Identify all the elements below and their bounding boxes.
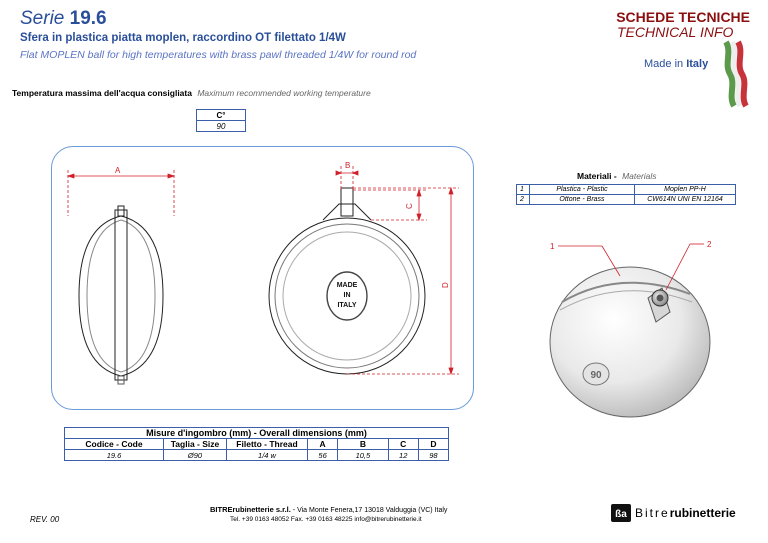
dimensions-caption: Misure d'ingombro (mm) - Overall dimensions (mm) (65, 428, 449, 439)
temperature-label-it: Temperatura massima dell'acqua consigliata (12, 88, 192, 98)
materials-row-material: Moplen PP-H (635, 185, 736, 195)
product-title-en: Flat MOPLEN ball for high temperatures with brass pawl threaded 1/4W for round rod (20, 49, 417, 61)
dimension-b-label: B (345, 161, 351, 170)
stamp-line-1: MADE (336, 282, 358, 289)
stamp-line-2: IN (343, 292, 351, 299)
dimensions-header-a: A (308, 439, 338, 450)
made-in-italy-label (644, 58, 708, 70)
front-view (269, 188, 425, 374)
dimensions-header-code: Codice - Code (65, 439, 164, 450)
temperature-label-en: Maximum recommended working temperature (197, 88, 371, 98)
materials-table (516, 184, 736, 205)
materials-title (577, 171, 657, 181)
dimensions-value-row (65, 450, 449, 461)
dimension-d (347, 188, 459, 374)
temperature-table (196, 109, 246, 132)
dimensions-value-size: Ø90 (164, 450, 227, 461)
revision-label: REV. 00 (30, 515, 60, 524)
stamp-line-3: ITALY (337, 302, 357, 309)
series-title (20, 8, 107, 30)
dimension-d-label: D (441, 282, 450, 288)
dimensions-value-b: 10,5 (338, 450, 388, 461)
temperature-unit: C° (197, 110, 246, 121)
materials-row-material: CW614N UNI EN 12164 (635, 195, 736, 205)
dimensions-value-d: 98 (418, 450, 448, 461)
dimension-a (68, 170, 174, 216)
materials-title-it: Materiali - (577, 171, 617, 181)
render-stamp-label: 90 (590, 370, 602, 381)
dimensions-header-b: B (338, 439, 388, 450)
dimensions-header-c: C (388, 439, 418, 450)
materials-title-en: Materials (622, 171, 657, 181)
schede-tecniche-heading: SCHEDE TECNICHE (616, 9, 750, 25)
dimension-c-label: C (405, 203, 414, 209)
side-view (79, 206, 163, 384)
materials-row (517, 195, 736, 205)
series-label: Serie (20, 8, 65, 29)
brand-bold: rubinetterie (669, 506, 736, 520)
dimension-a-label: A (115, 166, 121, 175)
dimensions-header-thread: Filetto - Thread (227, 439, 308, 450)
italy-text: Italy (686, 58, 709, 70)
dimensions-table (64, 427, 449, 461)
ball-render (550, 267, 710, 417)
dimensions-header-d: D (418, 439, 448, 450)
materials-row-part: Ottone - Brass (530, 195, 635, 205)
callout-2-label: 2 (707, 240, 712, 249)
materials-row-number: 2 (517, 195, 530, 205)
made-in-text: Made in (644, 58, 684, 70)
dimensions-value-code: 19.6 (65, 450, 164, 461)
temperature-value: 90 (197, 121, 246, 132)
technical-info-heading: TECHNICAL INFO (617, 24, 734, 40)
product-title-it: Sfera in plastica piatta moplen, raccordino OT filettato 1/4W (20, 32, 346, 44)
logo-letters: ßa (615, 509, 627, 520)
company-address: - Via Monte Fenera,17 13018 Valduggia (VC) Italy (290, 507, 448, 514)
dimensions-value-thread: 1/4 w (227, 450, 308, 461)
materials-row (517, 185, 736, 195)
dimensions-header-size: Taglia - Size (164, 439, 227, 450)
company-name: BITRErubinetterie s.r.l. (210, 505, 291, 514)
brand-wordmark (635, 506, 736, 520)
technical-drawing (51, 146, 473, 409)
bitre-logo-icon (611, 504, 631, 522)
dimensions-value-c: 12 (388, 450, 418, 461)
materials-row-part: Plastica - Plastic (530, 185, 635, 195)
brand-light: Bitre (635, 506, 670, 520)
series-number: 19.6 (69, 8, 107, 29)
dimensions-value-a: 56 (308, 450, 338, 461)
dimensions-header-row (65, 439, 449, 450)
temperature-label (12, 88, 371, 98)
dimension-c (353, 190, 427, 220)
materials-row-number: 1 (517, 185, 530, 195)
callout-1-label: 1 (550, 242, 555, 251)
company-contacts: Tel. +39 0163 48052 Fax. +39 0163 48225 info@bitrerubinetterie.it (230, 516, 422, 523)
company-line (210, 505, 447, 514)
italy-flag-ribbon-icon (712, 40, 752, 110)
product-render (530, 232, 745, 422)
